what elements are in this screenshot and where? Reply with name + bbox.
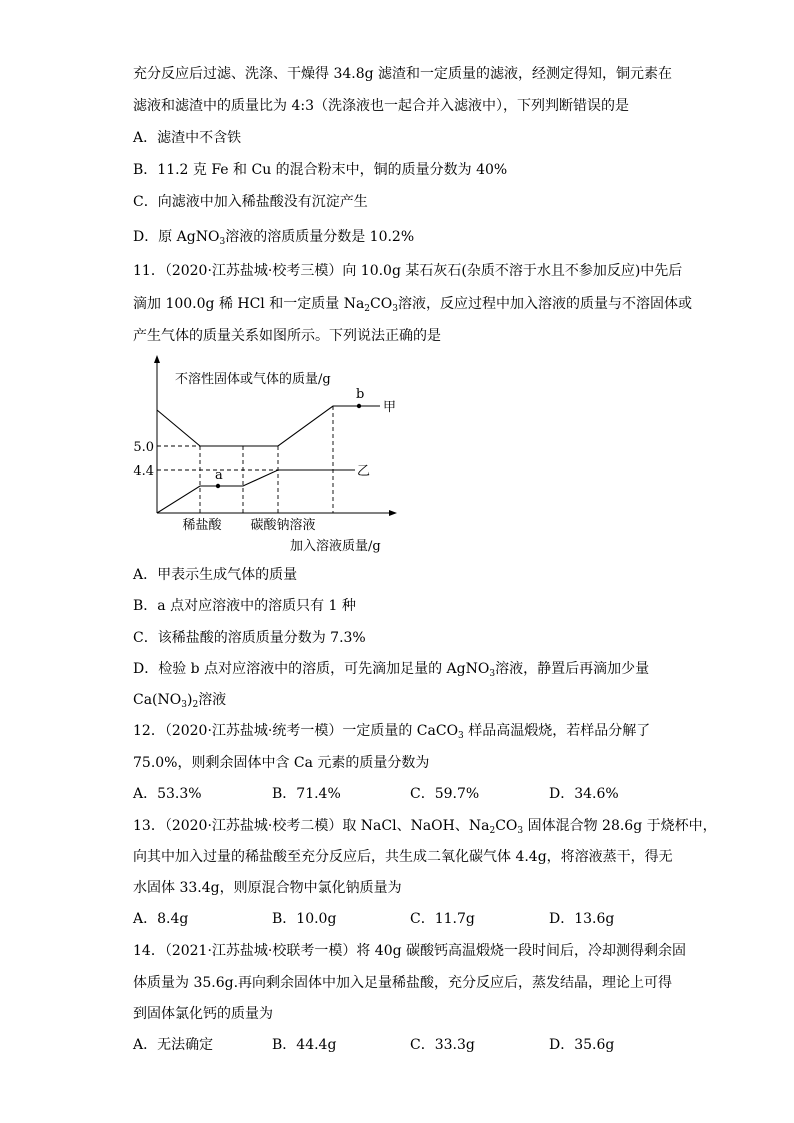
q13-stem-line-1-sub-1: 2 xyxy=(489,826,496,836)
q10-option-d-text-2: 溶液的溶质质量分数是 10.2% xyxy=(225,229,415,245)
q11-option-d-continued xyxy=(133,691,226,709)
q13-stem-line-1-sub-2: 3 xyxy=(517,826,524,836)
q10-option-b: B．11.2 克 Fe 和 Cu 的混合粉末中，铜的质量分数为 40% xyxy=(133,162,508,178)
q11-option-d-cont-text-3: 溶液 xyxy=(198,692,227,708)
q12-stem-line-1-text-2: 样品高温煅烧，若样品分解了 xyxy=(463,723,651,739)
q13-option-d: D．13.6g xyxy=(549,911,615,927)
q11-option-d xyxy=(133,660,649,678)
q13-stem-line-1-text-3: 固体混合物 28.6g 于烧杯中， xyxy=(523,818,717,834)
q14-option-a: A．无法确定 xyxy=(133,1037,214,1053)
q11-option-d-text-2: 溶液，静置后再滴加少量 xyxy=(495,661,650,677)
q12-stem-line-1-sub-1: 3 xyxy=(458,731,464,741)
q11-option-d-cont-sub-2: 2 xyxy=(192,700,199,710)
q10-option-a: A．滤渣中不含铁 xyxy=(133,130,242,146)
series-yi-label: 乙 xyxy=(357,464,371,479)
q10-option-c: C．向滤液中加入稀盐酸没有沉淀产生 xyxy=(133,194,368,210)
series-jia-line xyxy=(157,406,380,446)
q12-stem-line-1-text-1: 12．（2020·江苏盐城·统考一模）一定质量的 CaCO xyxy=(133,723,459,739)
q13-stem-line-2: 向其中加入过量的稀盐酸至充分反应后，共生成二氧化碳气体 4.4g，将溶液蒸干，得无 xyxy=(133,849,673,865)
q11-stem-line-2-sub-2: 3 xyxy=(392,304,398,314)
q11-option-b: B．a 点对应溶液中的溶质只有 1 种 xyxy=(133,598,356,614)
q14-option-d: D．35.6g xyxy=(549,1037,615,1053)
x-axis-label: 加入溶液质量/g xyxy=(290,539,381,554)
q13-stem-line-3: 水固体 33.4g，则原混合物中氯化钠质量为 xyxy=(133,880,402,896)
q13-option-a: A．8.4g xyxy=(133,911,189,927)
y-axis-label: 不溶性固体或气体的质量/g xyxy=(175,372,331,387)
q12-option-c: C．59.7% xyxy=(410,786,480,802)
q10-stem-line-2: 滤液和滤渣中的质量比为 4:3（洗涤液也一起合并入滤液中），下列判断错误的是 xyxy=(133,98,629,114)
q11-figure-chart xyxy=(0,350,420,560)
x-axis-arrow xyxy=(389,510,397,516)
series-jia-label: 甲 xyxy=(383,400,397,415)
q13-stem-line-1 xyxy=(133,817,717,835)
q13-option-c: C．11.7g xyxy=(410,911,475,927)
q12-stem-line-1 xyxy=(133,722,650,740)
q14-option-b: B．44.4g xyxy=(272,1037,337,1053)
q11-stem-line-2-text-1: 滴加 100.0g 稀 HCl 和一定质量 Na xyxy=(133,296,365,312)
q11-option-d-cont-text-2: ) xyxy=(186,692,193,708)
q11-option-a: A．甲表示生成气体的质量 xyxy=(133,567,298,583)
q11-option-d-cont-sub-1: 3 xyxy=(181,700,187,710)
q14-option-c: C．33.3g xyxy=(410,1037,475,1053)
q11-stem-line-2-text-3: 溶液，反应过程中加入溶液的质量与不溶固体或 xyxy=(397,296,692,312)
point-b xyxy=(357,404,361,408)
q13-stem-line-1-text-2: CO xyxy=(495,818,518,834)
q14-stem-line-3: 到固体氯化钙的质量为 xyxy=(133,1006,273,1022)
q11-stem-line-2 xyxy=(133,295,692,313)
q11-option-c: C．该稀盐酸的溶质质量分数为 7.3% xyxy=(133,630,366,646)
q10-option-d-sub-1: 3 xyxy=(219,237,226,247)
q11-stem-line-3: 产生气体的质量关系如图所示。下列说法正确的是 xyxy=(133,328,441,344)
point-b-label: b xyxy=(356,387,365,402)
q12-option-a: A．53.3% xyxy=(133,786,202,802)
x-segment-label-hcl: 稀盐酸 xyxy=(182,518,222,533)
q12-option-b: B．71.4% xyxy=(272,786,341,802)
q14-stem-line-1: 14．（2021·江苏盐城·校联考一模）将 40g 碳酸钙高温煅烧一段时间后，冷却测得剩余固 xyxy=(133,943,687,959)
q11-stem-line-2-text-2: CO xyxy=(370,296,393,312)
q11-option-d-sub-1: 3 xyxy=(489,669,496,679)
q11-stem-line-2-sub-1: 2 xyxy=(364,304,371,314)
q13-option-b: B．10.0g xyxy=(272,911,337,927)
q10-stem-line-1: 充分反应后过滤、洗涤、干燥得 34.8g 滤渣和一定质量的滤液，经测定得知，铜元素在 xyxy=(133,66,673,82)
q12-stem-line-2: 75.0%，则剩余固体中含 Ca 元素的质量分数为 xyxy=(133,755,430,771)
y-tick-label-5-0: 5.0 xyxy=(133,440,154,455)
series-yi-line xyxy=(157,470,355,513)
q12-option-d: D．34.6% xyxy=(549,786,619,802)
x-segment-label-na2co3: 碳酸钠溶液 xyxy=(250,518,316,533)
q10-option-d-text-1: D．原 AgNO xyxy=(133,229,220,245)
q11-stem-line-1: 11．（2020·江苏盐城·校考三模）向 10.0g 某石灰石(杂质不溶于水且不参加反应)中先后 xyxy=(133,263,683,279)
q13-stem-line-1-text-1: 13．（2020·江苏盐城·校考二模）取 NaCl、NaOH、Na xyxy=(133,818,490,834)
y-tick-label-4-4: 4.4 xyxy=(133,464,154,479)
q10-option-d xyxy=(133,228,414,246)
y-axis-arrow xyxy=(154,355,160,363)
q11-option-d-text-1: D．检验 b 点对应溶液中的溶质，可先滴加足量的 AgNO xyxy=(133,661,490,677)
point-a xyxy=(216,484,220,488)
q11-option-d-cont-text-1: Ca(NO xyxy=(133,692,182,708)
point-a-label: a xyxy=(215,468,223,483)
q14-stem-line-2: 体质量为 35.6g.再向剩余固体中加入足量稀盐酸，充分反应后，蒸发结晶，理论上可得 xyxy=(133,975,673,991)
